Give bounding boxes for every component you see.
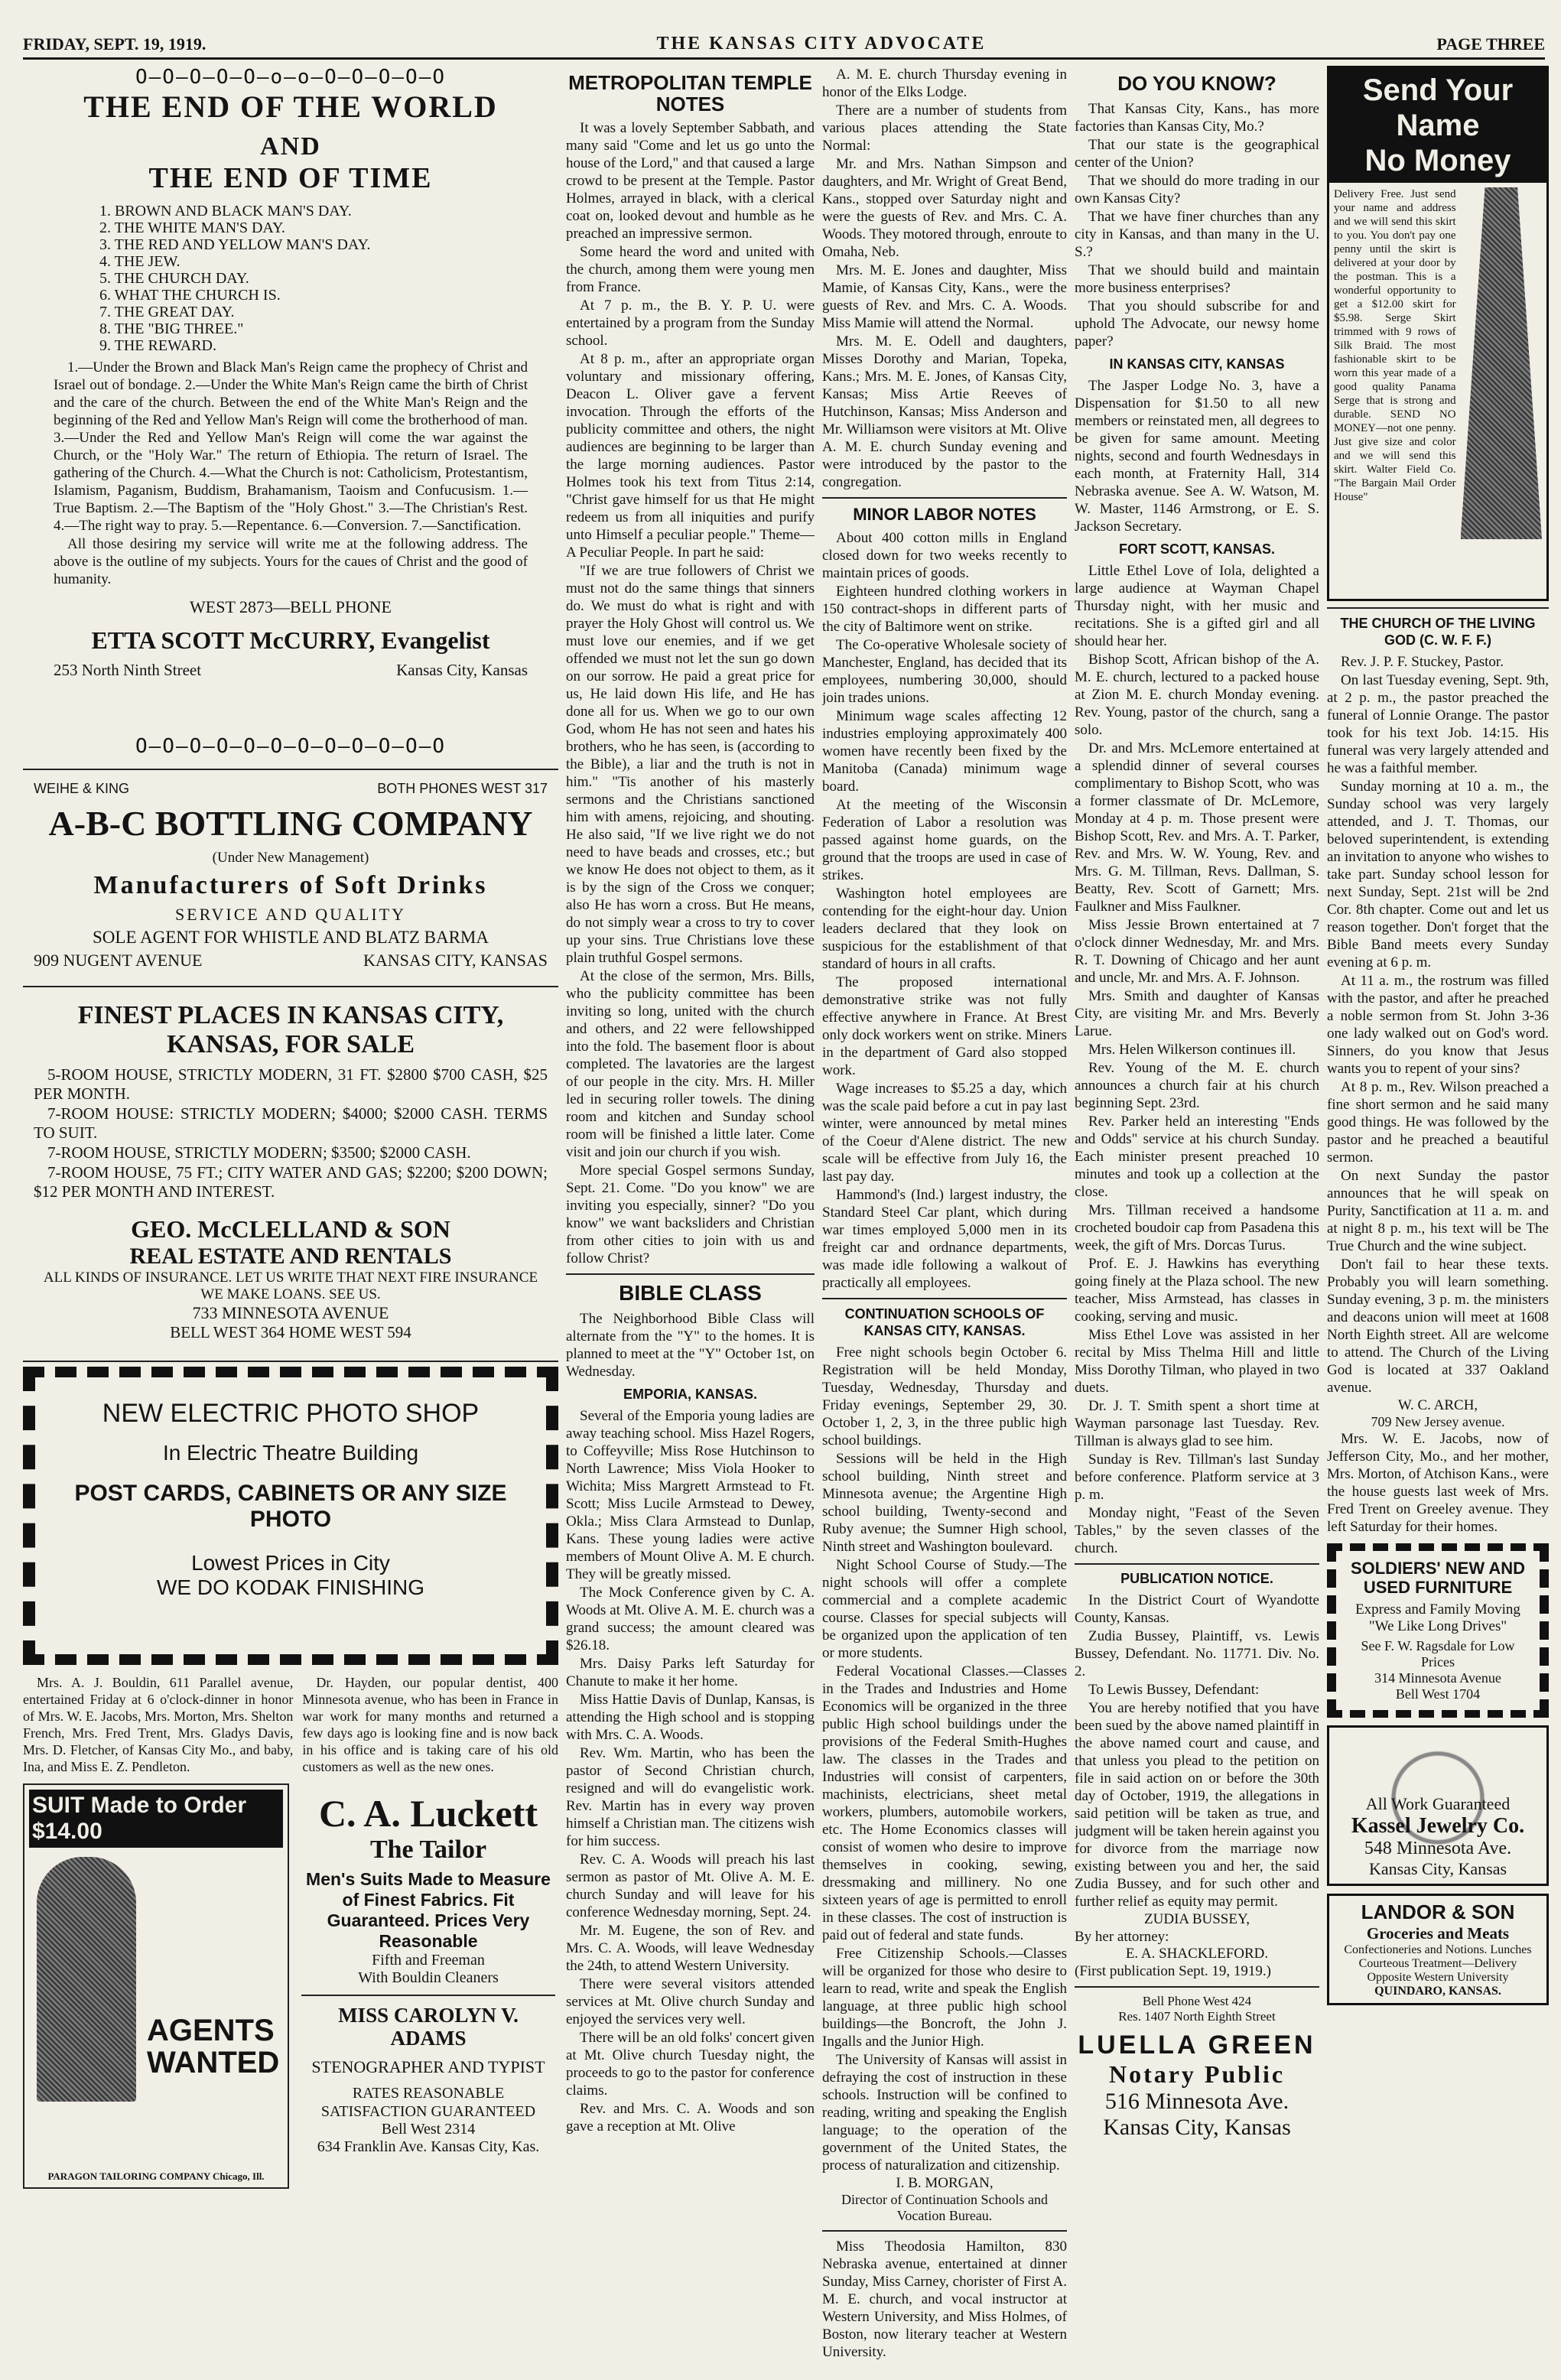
stenographer-name: MISS CAROLYN V. ADAMS	[338, 2004, 519, 2050]
temple-notes-heading: METROPOLITAN TEMPLE NOTES	[568, 71, 812, 115]
abc-city: KANSAS CITY, KANSAS	[363, 951, 548, 970]
abc-title: A-B-C BOTTLING COMPANY	[48, 804, 533, 843]
ad-heading: THE END OF THE WORLD	[83, 89, 498, 124]
article-paragraph: A. M. E. church Thursday evening in honor of the Elks Lodge.	[822, 67, 1067, 100]
article-paragraph: Free Citizenship Schools.—Classes will be organized for those who desire to learn to read, write and speak the English language, at three public high school buildings—the Boncroft, the John J. Ingalls and the Junior High.	[822, 1946, 1067, 2050]
article-paragraph: At 8 p. m., Rev. Wilson preached a fine short sermon and he said many good things. He was followed by the pastor and he preached a beautiful sermon.	[1327, 1079, 1549, 1166]
notice-paragraph: To Lewis Bussey, Defendant:	[1088, 1682, 1260, 1698]
column-4	[1075, 66, 1319, 2368]
list-item: 8. THE "BIG THREE."	[99, 320, 244, 337]
grocery-goods: Groceries and Meats	[1366, 1924, 1510, 1943]
article-paragraph: At the meeting of the Wisconsin Federation of Labor a resolution was passed against home guards, on the ground that the troops are used in case of strikes.	[822, 797, 1067, 883]
banner-line-1: Send Your Name	[1362, 73, 1514, 142]
hayden-item: Dr. Hayden, our popular dentist, 400 Minnesota avenue, who has been in France in war work for many months and returned a few days ago is looking fine and is now back in his office and is taking care of his old customers as well as the new ones.	[302, 1675, 558, 1774]
skirt-icon	[1461, 187, 1542, 539]
jewelry-name: Kassel Jewelry Co.	[1351, 1814, 1525, 1838]
article-paragraph: Monday night, "Feast of the Seven Tables," by the seven classes of the church.	[1075, 1505, 1319, 1556]
article-paragraph: That you should subscribe for and uphold The Advocate, our newsy home paper?	[1075, 298, 1319, 350]
notice-line: By her attorney:	[1075, 1929, 1169, 1945]
abc-address	[34, 951, 548, 971]
stenographer-phone: Bell West 2314	[381, 2121, 476, 2138]
abc-owner: WEIHE & KING	[34, 781, 130, 796]
article-paragraph: The Jasper Lodge No. 3, have a Dispensation for $1.50 to all new members or reinstated men, all degrees to be given for same amount. Meeting nights, second and fourth Wednesdays in each month, at Fraternity Hall, 314 Nebraska avenue. See A. W. Watson, M. W. Master, 1146 Armstrong, or E. S. Jackson Secretary.	[1075, 378, 1319, 535]
listing: 7-ROOM HOUSE, STRICTLY MODERN; $3500; $2000 CASH.	[47, 1143, 471, 1162]
furniture-moving: Express and Family Moving "We Like Long Drives"	[1355, 1601, 1520, 1634]
article-paragraph: Hammond's (Ind.) largest industry, the Standard Steel Car plant, which during war times employed 5,000 men in its freight car and ordnance departments, was made idle following a walkout of practically all employees.	[822, 1187, 1067, 1291]
article-paragraph: Sunday is Rev. Tillman's last Sunday before conference. Platform service at 3 p. m.	[1075, 1452, 1319, 1503]
notice-paragraph: You are hereby notified that you have been sued by the above named plaintiff in the above named court and cause, and that unless you plead to the petition on file in said action on or before the 30th day of October, 1919, the allegations in said petition will be taken as true, and judgment will be taken herein against you for divorce from the marriage now existing between you and her, the said Zudia Bussey, and for such other and further relief as equity may permit.	[1075, 1700, 1319, 1910]
furniture-ad	[1327, 1543, 1549, 1718]
article-paragraph: Mrs. M. E. Jones and daughter, Miss Mamie, of Kansas City, Kans., were the guests of Rev. and Mrs. C. A. Woods. Miss Mamie will attend the Normal.	[822, 262, 1067, 331]
church-address: 709 New Jersey avenue.	[1371, 1414, 1505, 1429]
tailor-with: With Bouldin Cleaners	[358, 1969, 499, 1986]
abc-header	[34, 781, 548, 797]
jewelry-ad	[1327, 1725, 1549, 1886]
stenographer-rates: RATES REASONABLE SATISFACTION GUARANTEED	[320, 2085, 536, 2120]
article-paragraph: Don't fail to hear these texts. Probably you will learn something. Sunday evening, 3 p. m. the ministers and deacons union will meet at 1608 North Eighth street. All are welcome to attend. The Church of the Living God is located at 337 Oakland avenue.	[1327, 1257, 1549, 1396]
mail-order-ad	[1327, 66, 1549, 601]
article-paragraph: Miss Jessie Brown entertained at 7 o'clock dinner Wednesday, Mr. and Mrs. R. T. Downing of Chicago and her aunt and uncle, Mr. and Mrs. A. F. Johnson.	[1075, 917, 1319, 986]
furniture-contact: See F. W. Ragsdale for Low Prices	[1361, 1638, 1515, 1670]
article-paragraph: There will be an old folks' concert given at Mt. Olive church Tuesday night, the proceeds to go to the pastor for conference claims.	[566, 2030, 815, 2099]
ad-closing: All those desiring my service will write me at the following address. The above is the outline of my subjects. Yours for the caues of Christ and the good of humanity.	[54, 536, 528, 587]
grocery-city: QUINDARO, KANSAS.	[1374, 1985, 1501, 1998]
column-5	[1327, 66, 1549, 2368]
suit-footer: PARAGON TAILORING COMPANY Chicago, Ill.	[47, 2170, 265, 2182]
article-paragraph: Bishop Scott, African bishop of the A. M. E. church, lectured to a packed house at Zion M. E. church Monday evening. Rev. Young, pastor of the church, sang a solo.	[1075, 652, 1319, 738]
real-estate-ad	[23, 993, 558, 1350]
article-paragraph: At 11 a. m., the rostrum was filled with the pastor, and after he preached a noble sermon from St. John 3-36 one lady walked out on God's word. Sinners, do you know that Jesus wants you to repent of your sins?	[1327, 973, 1549, 1077]
newspaper-title: THE KANSAS CITY ADVOCATE	[656, 34, 987, 54]
abc-sub: (Under New Management)	[212, 850, 369, 866]
article-paragraph: That we should do more trading in our own Kansas City?	[1075, 173, 1319, 206]
mail-order-text: Delivery Free. Just send your name and address and we will send this skirt to you. You don't pay one penny until the skirt is delivered at your door by the postman. This is a wonderful opportunity to get a $12.00 skirt for $5.98. Serge Skirt trimmed with 9 rows of Silk Braid. The most fashionable skirt to be worn this year made of a good quality Panama Serge that is strong and durable. SEND NO MONEY—not one penny. Just give size and color and we will send this skirt. Walter Field Co. "The Bargain Mail Order House"	[1334, 188, 1456, 503]
ad-subheading-2: THE END OF TIME	[148, 162, 433, 194]
article-paragraph: Mrs. M. E. Odell and daughters, Misses Dorothy and Marian, Topeka, Kans.; Mrs. M. E. Jones, of Kansas City, Kansas; Miss Artie Reeves of Hutchinson, Kansas; Miss Anderson and Mr. Williamson were visitors at Mt. Olive A. M. E. church Sunday evening and were introduced by the pastor to the congregation.	[822, 333, 1067, 490]
article-paragraph: It was a lovely September Sabbath, and many said "Come and let us go unto the house of the Lord," and that caused a large crowd to be present at the Temple. Pastor Holmes, arrayed in black, with a clerical coat on, looked devout and humble as he preached an impressive sermon.	[566, 120, 815, 242]
city-address: Kansas City, Kansas	[396, 661, 528, 679]
notice-paragraph: In the District Court of Wyandotte County, Kansas.	[1075, 1592, 1319, 1626]
article-paragraph: Wage increases to $5.25 a day, which was the scale paid before a cut in pay last winter, were announced by metal mines of the Coeur d'Alene district. The new scale will be effective from July 16, the last pay day.	[822, 1081, 1067, 1185]
grocery-delivery: Courteous Treatment—Delivery	[1358, 1957, 1517, 1970]
photo-kodak: WE DO KODAK FINISHING	[156, 1575, 425, 1599]
article-paragraph: Mr. M. Eugene, the son of Rev. and Mrs. C. A. Woods, will leave Wednesday the 24th, to attend Western University.	[566, 1923, 815, 1974]
ad-address	[54, 661, 528, 680]
grocery-location: Opposite Western University	[1367, 1971, 1509, 1984]
tailor-column	[298, 1783, 558, 2189]
suit-figure-icon	[37, 1857, 136, 2102]
realtor-phones: BELL WEST 364 HOME WEST 594	[170, 1323, 411, 1341]
article-paragraph: At the close of the sermon, Mrs. Bills, who the publicity committee has been inviting so long, united with the church and others, and 22 were fellowshipped into the fold. The basement floor is about completed. The lavatories are the largest of our people in the city. Mrs. H. Miller led in securing roller towels. The dining room and kitchen and Sunday school room will be finished a little later. Come visit and join our church if you wish.	[566, 968, 815, 1160]
grocery-ad	[1327, 1894, 1549, 2005]
photo-price: Lowest Prices in City	[191, 1551, 390, 1575]
article-paragraph: Miss Hattie Davis of Dunlap, Kansas, is attending the High school and is stopping with Mrs. C. A. Woods.	[566, 1692, 815, 1743]
article-paragraph: Miss Ethel Love was assisted in her recital by Miss Thelma Hill and little Miss Dorothy Tilman, who played in two duets.	[1075, 1327, 1319, 1396]
list-item: 4. THE JEW.	[99, 253, 180, 270]
abc-street: 909 NUGENT AVENUE	[34, 951, 203, 970]
article-paragraph: Mr. and Mrs. Nathan Simpson and daughters, and Mr. Wright of Great Bend, Kans., stopped over Saturday night and were the guests of Rev. and Mrs. C. A. Woods. They motored through, enroute to Omaha, Neb.	[822, 156, 1067, 260]
notary-phone: Bell Phone West 424	[1142, 1994, 1252, 2008]
suit-ad	[23, 1783, 289, 2189]
article-paragraph: Sunday morning at 10 a. m., the Sunday school was very largely attended, and J. T. Thomas, our beloved superintendent, is extending an invitation to anyone who wishes to take part. Sunday school lesson for next Sunday, Sept. 21st will be 2nd Cor. 8th chapter. Come out and let us reason together. Don't forget that the Bible Band meets every Sunday evening at 6 p. m.	[1327, 779, 1549, 971]
ad-subheading: AND	[260, 132, 321, 161]
signature-title: Director of Continuation Schools and Vocation Bureau.	[841, 2192, 1048, 2223]
article-paragraph: The proposed international demonstrative strike was not fully effective anywhere in France. At Brest only dock workers went on strike. Miners in the department of Gard also stopped work.	[822, 974, 1067, 1078]
article-paragraph: Washington hotel employees are contending for the eight-hour day. Union leaders declared that they look on suspicious for the establishment of that standard of hours in all crafts.	[822, 886, 1067, 972]
street-address: 253 North Ninth Street	[54, 661, 202, 679]
evangelist-name: ETTA SCOTT McCURRY, Evangelist	[91, 626, 490, 654]
photo-title: NEW ELECTRIC PHOTO SHOP	[102, 1399, 480, 1428]
grocery-name: LANDOR & SON	[1361, 1900, 1515, 1923]
listing: 7-ROOM HOUSE: STRICTLY MODERN; $4000; $2000 CASH. TERMS TO SUIT.	[34, 1104, 548, 1142]
ad-body: 1.—Under the Brown and Black Man's Reign came the prophecy of Christ and Israel out of bondage. 2.—Under the White Man's Reign came the birth of Christ and the care of the church. Between the end of the White Man's Reign and the beginning of the Red and Yellow Man's Reign will come the brotherhood of man. 3.—Under the Red and Yellow Man's Reign will come the war against the Church, or the "Holy War." The return of Ethiopia. The return of Israel. The gathering of the Church. 4.—What the Church is not: Catholicism, Protestantism, Islamism, Paganism, Buddism, Brahamanism, Taoism and Confucusism. 1.—True Baptism. 2.—The Baptism of the "Holy Ghost." 3.—The Christian's Rest. 4.—The right way to pray. 5.—Repentance. 6.—Conversion. 7.—Sanctification.	[54, 359, 528, 534]
banner-line-2: No Money	[1364, 144, 1511, 177]
article-paragraph: Rev. Parker held an interesting "Ends and Odds" service at his church Sunday. Each minister present preached 10 minutes and took up a collection at the close.	[1075, 1114, 1319, 1200]
article-paragraph: There were several visitors attended services at Mt. Olive church Sunday and enjoyed the services very well.	[566, 1976, 815, 2027]
abc-bottling-ad	[23, 776, 558, 975]
list-item: 1. BROWN AND BLACK MAN'S DAY.	[99, 203, 352, 219]
article-paragraph: At 7 p. m., the B. Y. P. U. were entertained by a program from the Sunday school.	[566, 298, 815, 349]
jewelry-guarantee: All Work Guaranteed	[1365, 1794, 1511, 1813]
article-paragraph: Miss Theodosia Hamilton, 830 Nebraska avenue, entertained at dinner Sunday, Miss Carney, chorister of First A. M. E. church, and vocal instructor at Western University, and Miss Holmes, of Boston, now literary teacher at Western University.	[822, 2239, 1067, 2360]
article-paragraph: More special Gospel sermons Sunday, Sept. 21. Come. "Do you know" we are inviting you especially, sinner? "Do you know" we want backsliders and Christian from other cities to join with us and follow Christ?	[566, 1162, 815, 1266]
do-you-know-heading: DO YOU KNOW?	[1117, 72, 1276, 95]
article-paragraph: Little Ethel Love of Iola, delighted a large audience at Wayman Chapel Thursday night, with her music and recitations. She is a gifted girl and all should hear her.	[1075, 563, 1319, 649]
list-item: 2. THE WHITE MAN'S DAY.	[99, 219, 285, 236]
tailor-role: The Tailor	[369, 1835, 487, 1864]
grocery-notions: Confectioneries and Notions. Lunches	[1344, 1943, 1532, 1956]
column-1	[23, 66, 558, 2189]
photo-shop-ad	[23, 1367, 558, 1665]
notary-street: 516 Minnesota Ave.	[1104, 2089, 1289, 2114]
article-paragraph: On next Sunday the pastor announces that he will speak on Purity, Sanctification at 11 a. m. and at night 8 p. m., his text will be The True Church and the wine subject.	[1327, 1168, 1549, 1254]
list-item: 3. THE RED AND YELLOW MAN'S DAY.	[99, 236, 371, 253]
article-paragraph: Mrs. Helen Wilkerson continues ill.	[1088, 1042, 1296, 1058]
realtor-name: GEO. McCLELLAND & SON	[131, 1215, 450, 1243]
abc-agent: SOLE AGENT FOR WHISTLE AND BLATZ BARMA	[93, 928, 489, 947]
article-paragraph: Rev. Young of the M. E. church announces a church fair at his church beginning Sept. 23rd.	[1075, 1060, 1319, 1111]
real-estate-title: FINEST PLACES IN KANSAS CITY, KANSAS, FOR SALE	[77, 1001, 504, 1058]
notary-title: Notary Public	[1108, 2060, 1286, 2088]
article-paragraph: Federal Vocational Classes.—Classes in the Trades and Industries and Home Economics will be organized in the three public High school buildings under the provisions of the Federal Smith-Hughes law. The classes in the Trades and Industries will consist of carpenters, machinists, electricians, sheet metal workers, plumbers, automobile workers, etc. The Home Economics classes will consist of women who desire to improve themselves in cooking, sewing, dressmaking and millinery. No one sixteen years of age is permitted to enroll in these classes. The cost of instruction is paid out of federal and state funds.	[822, 1663, 1067, 1943]
realtor-sub: REAL ESTATE AND RENTALS	[129, 1244, 452, 1269]
article-paragraph: Dr. and Mrs. McLemore entertained at a splendid dinner of several courses complimentary to Bishop Scott, who was a former classmate of Dr. McLemore, Monday at 4 p. m. Those present were Bishop Scott, Rev. and Mrs. A. T. Parker, Rev. and Mrs. W. W. Young, Rev. and Mrs. G. M. Tillman, Revs. Dallman, S. Beatty, Rev. Scott of Garnett; Mrs. Faulkner and Miss Faulkner.	[1075, 740, 1319, 915]
article-paragraph: Rev. C. A. Woods will preach his last sermon as pastor of Mt. Olive A. M. E. church Sunday and will leave for his conference Wednesday morning, Sept. 24.	[566, 1852, 815, 1920]
abc-mfr: Manufacturers of Soft Drinks	[93, 871, 488, 899]
realtor-address: 733 MINNESOTA AVENUE	[192, 1303, 389, 1322]
article-paragraph: Mrs. Smith and daughter of Kansas City, are visiting Mr. and Mrs. Beverly Larue.	[1075, 988, 1319, 1039]
personals-row	[23, 1674, 558, 1776]
living-god-heading: THE CHURCH OF THE LIVING GOD (C. W. F. F.)	[1340, 616, 1536, 648]
notice-attorney: E. A. SHACKLEFORD.	[1125, 1946, 1269, 1962]
bouldin-item: Mrs. A. J. Bouldin, 611 Parallel avenue, entertained Friday at 6 o'clock-dinner in honor of Mrs. W. E. Jacobs, Mrs. Morton, Mrs. Shelton French, Mrs. Fred Trent, Mrs. Gladys Davis, Mrs. D. Fletcher, of Kansas City Mo., and baby, Ina, and Miss E. Z. Pendleton.	[23, 1675, 294, 1774]
notary-name: LUELLA GREEN	[1078, 2030, 1316, 2060]
bible-class-heading: BIBLE CLASS	[619, 1281, 762, 1305]
fort-scott-heading: FORT SCOTT, KANSAS.	[1118, 541, 1275, 557]
article-paragraph: Some heard the word and united with the church, among them were young men from France.	[566, 244, 815, 295]
notice-line: (First publication Sept. 19, 1919.)	[1075, 1963, 1272, 1979]
abc-service: SERVICE AND QUALITY	[174, 905, 407, 924]
jewelry-street: 548 Minnesota Ave.	[1364, 1839, 1512, 1858]
article-paragraph: Night School Course of Study.—The night schools will offer a complete commercial and a complete academic course. Classes for special subjects will be organized upon the application of ten or more students.	[822, 1557, 1067, 1661]
column-2	[566, 66, 815, 2368]
notice-signature: ZUDIA BUSSEY,	[1144, 1911, 1250, 1927]
furniture-address: 314 Minnesota Avenue	[1374, 1670, 1501, 1686]
furniture-phone: Bell West 1704	[1395, 1686, 1481, 1702]
church-signature: W. C. ARCH,	[1397, 1397, 1478, 1413]
article-paragraph: Prof. E. J. Hawkins has everything going finely at the Plaza school. The new teacher, Miss Armstead, has classes in cooking, serving and music.	[1075, 1256, 1319, 1325]
realtor-insurance: ALL KINDS OF INSURANCE. LET US WRITE THAT NEXT FIRE INSURANCE WE MAKE LOANS. SEE US.	[43, 1270, 538, 1302]
article-paragraph: Minimum wage scales affecting 12 industries employing approximately 400 women have recently been fixed by the Manitoba (Canada) minimum wage board.	[822, 708, 1067, 795]
article-paragraph: That we should build and maintain more business enterprises?	[1075, 262, 1319, 296]
subject-list	[99, 203, 528, 354]
masthead	[23, 29, 1545, 60]
article-paragraph: That we have finer churches than any city in Kansas, and than many in the U. S.?	[1075, 209, 1319, 260]
kck-heading: IN KANSAS CITY, KANSAS	[1109, 356, 1285, 372]
article-paragraph: About 400 cotton mills in England closed down for two weeks recently to maintain prices of goods.	[822, 530, 1067, 581]
article-paragraph: Several of the Emporia young ladies are away teaching school. Miss Hazel Rogers, to Coffeyville; Miss Rose Hutchinson to North Lawrence; Miss Viola Hooker to Wichita; Miss Margrett Armstead to Ft. Scott; Miss Lucile Armstead to Dewey, Okla.; Miss Clara Armstead to Dunlap, Kans. These young ladies were active members of Mount Olive A. M. E church. They will be greatly missed.	[566, 1408, 815, 1582]
list-item: 6. WHAT THE CHURCH IS.	[99, 287, 281, 304]
tailor-location: Fifth and Freeman	[372, 1952, 485, 1969]
tailor-body: Men's Suits Made to Measure of Finest Fabrics. Fit Guaranteed. Prices Very Reasonable	[306, 1869, 551, 1951]
article-paragraph: Eighteen hundred clothing workers in 150 contract-shops in different parts of the city of Baltimore went on strike.	[822, 584, 1067, 635]
article-paragraph: Mrs. W. E. Jacobs, now of Jefferson City, Mo., and her mother, Mrs. Morton, of Atchison Kans., were the house guests last week of Mrs. Fred Trent on Greeley avenue. They left Saturday for their homes.	[1327, 1431, 1549, 1535]
article-paragraph: There are a number of students from various places attending the State Normal:	[822, 102, 1067, 154]
abc-phone: BOTH PHONES WEST 317	[377, 781, 548, 796]
issue-date: FRIDAY, SEPT. 19, 1919.	[23, 34, 207, 54]
article-paragraph: That our state is the geographical center of the Union?	[1075, 137, 1319, 171]
bottom-border-ornament: O—O—O—O—O—O—O—O—O—O—O—O	[135, 735, 447, 758]
article-paragraph: At 8 p. m., after an appropriate organ voluntary and missionary offering, Deacon L. Oliver gave a fervent invocation. Through the efforts of the publicity committee and others, the night audiences are beginning to be larger than the large morning audiences. Pastor Holmes took his text from Titus 2:14, "Christ gave himself for us that He might redeem us from all iniquities and purify unto Himself a peculiar people." Theme—A Peculiar People. In part he said:	[566, 351, 815, 561]
send-name-banner	[1329, 68, 1546, 183]
continuation-heading: CONTINUATION SCHOOLS OF KANSAS CITY, KANSAS.	[844, 1306, 1045, 1338]
emporia-heading: EMPORIA, KANSAS.	[623, 1387, 758, 1402]
furniture-title: SOLDIERS' NEW AND USED FURNITURE	[1350, 1559, 1526, 1597]
article-paragraph: Free night schools begin October 6. Registration will be held Monday, Tuesday, Wednesday, Thursday and Friday evenings, September 29, 30. October 1, 2, 3, in the three public high school buildings.	[822, 1344, 1067, 1448]
list-item: 9. THE REWARD.	[99, 337, 216, 354]
labor-notes-heading: MINOR LABOR NOTES	[853, 505, 1036, 524]
article-paragraph: Rev. J. P. F. Stuckey, Pastor.	[1341, 654, 1504, 670]
notice-paragraph: Zudia Bussey, Plaintiff, vs. Lewis Bussey, Defendant. No. 11771. Div. No. 2.	[1075, 1628, 1319, 1679]
stenographer-address: 634 Franklin Ave. Kansas City, Kas.	[317, 2138, 540, 2155]
publication-notice-heading: PUBLICATION NOTICE.	[1120, 1571, 1273, 1586]
suit-heading: SUIT Made to Order $14.00	[29, 1790, 283, 1848]
article-paragraph: Rev. and Mrs. C. A. Woods and son gave a reception at Mt. Olive	[566, 2101, 815, 2135]
article-paragraph: On last Tuesday evening, Sept. 9th, at 2 p. m., the pastor preached the funeral of Lonnie Orange. The pastor took for his text Job. 14:15. His funeral was very largely attended and he was a faithful member.	[1327, 672, 1549, 776]
column-3	[822, 66, 1067, 2368]
listing: 7-ROOM HOUSE, 75 FT.; CITY WATER AND GAS; $2200; $200 DOWN; $12 PER MONTH AND INTEREST.	[34, 1163, 548, 1201]
page-number: PAGE THREE	[1436, 34, 1545, 54]
article-paragraph: "If we are true followers of Christ we must not do the same things that sinners do. We must do what is right and with prayer the Holy Ghost will control us. We must love our enemies, and if we get offended we must not let the sun go down on our sorrow. He paid a great price for us, He laid down His life, and He has done all for us. When we go to our own God, whom He has not seen and hates his brothers, who he has seen, is (according to the Bible), a liar and the truth is not in him." "Tis another of his masterly sermons and the Christians sanctioned him with amens, rejoicing, and shouting. He also said, "If we live right we do not need to have beads and crosses, etc.; but we know He does not object to them, as it is by the sign of the Cross we conquer; also He has worn a cross. But He means, do not simply wear a cross to try to cover up your sins. True Christians love these plain truthful Gospel sermons.	[566, 563, 815, 966]
end-of-world-ad	[23, 66, 558, 758]
article-paragraph: Sessions will be held in the High school building, Ninth street and Minnesota avenue; the Argentine High school building, Twenty-second and Ruby avenue; the Sumner High school, Ninth street and Washington boulevard.	[822, 1451, 1067, 1555]
listing: 5-ROOM HOUSE, STRICTLY MODERN, 31 FT. $2800 $700 CASH, $25 PER MONTH.	[34, 1065, 548, 1103]
article-paragraph: The Neighborhood Bible Class will alternate from the "Y" to the homes. It is planned to meet at the "Y" October 1st, on Wednesday.	[566, 1311, 815, 1380]
top-border-ornament: O—O—O—O—O—o—o—O—O—O—O—O	[135, 66, 447, 89]
article-paragraph: Dr. J. T. Smith spent a short time at Wayman parsonage last Tuesday. Rev. Tillman is always glad to see him.	[1075, 1398, 1319, 1449]
jewelry-city: Kansas City, Kansas	[1368, 1859, 1507, 1878]
notary-residence: Res. 1407 North Eighth Street	[1118, 2009, 1276, 2024]
signature: I. B. MORGAN,	[896, 2175, 994, 2191]
article-paragraph: The Mock Conference given by C. A. Woods at Mt. Olive A. M. E. church was a grand success; the amount cleared was $26.18.	[566, 1585, 815, 1653]
article-paragraph: The Co-operative Wholesale society of Manchester, England, has decided that its employees, numbering 30,000, should join trades unions.	[822, 637, 1067, 706]
list-item: 7. THE GREAT DAY.	[99, 304, 235, 320]
photo-products: POST CARDS, CABINETS OR ANY SIZE PHOTO	[74, 1481, 507, 1532]
notary-city: Kansas City, Kansas	[1103, 2115, 1291, 2140]
agents-wanted: AGENTS WANTED	[147, 2014, 280, 2079]
article-paragraph: The University of Kansas will assist in defraying the cost of instruction in these schools. Instruction will be confined to reading, writing and speaking the English language; to the operation of the government of the United States, the process of naturalization and citizenship.	[822, 2052, 1067, 2174]
photo-location: In Electric Theatre Building	[162, 1441, 419, 1465]
ad-phone: WEST 2873—BELL PHONE	[190, 597, 392, 616]
article-paragraph: Mrs. Tillman received a handsome crocheted boudoir cap from Pasadena this week, the gift of Mrs. Dorcas Turus.	[1075, 1202, 1319, 1253]
article-paragraph: Rev. Wm. Martin, who has been the pastor of Second Christian church, resigned and will do evangelistic work. Rev. Martin has in every way proven himself a Christian man. The citizens wish for him success.	[566, 1745, 815, 1849]
article-paragraph: Mrs. Daisy Parks left Saturday for Chanute to make it her home.	[566, 1656, 815, 1689]
ads-row	[23, 1783, 558, 2189]
stenographer-role: STENOGRAPHER AND TYPIST	[311, 2057, 545, 2076]
list-item: 5. THE CHURCH DAY.	[99, 270, 249, 287]
tailor-name: C. A. Luckett	[318, 1792, 538, 1835]
article-paragraph: That Kansas City, Kans., has more factories than Kansas City, Mo.?	[1075, 101, 1319, 135]
